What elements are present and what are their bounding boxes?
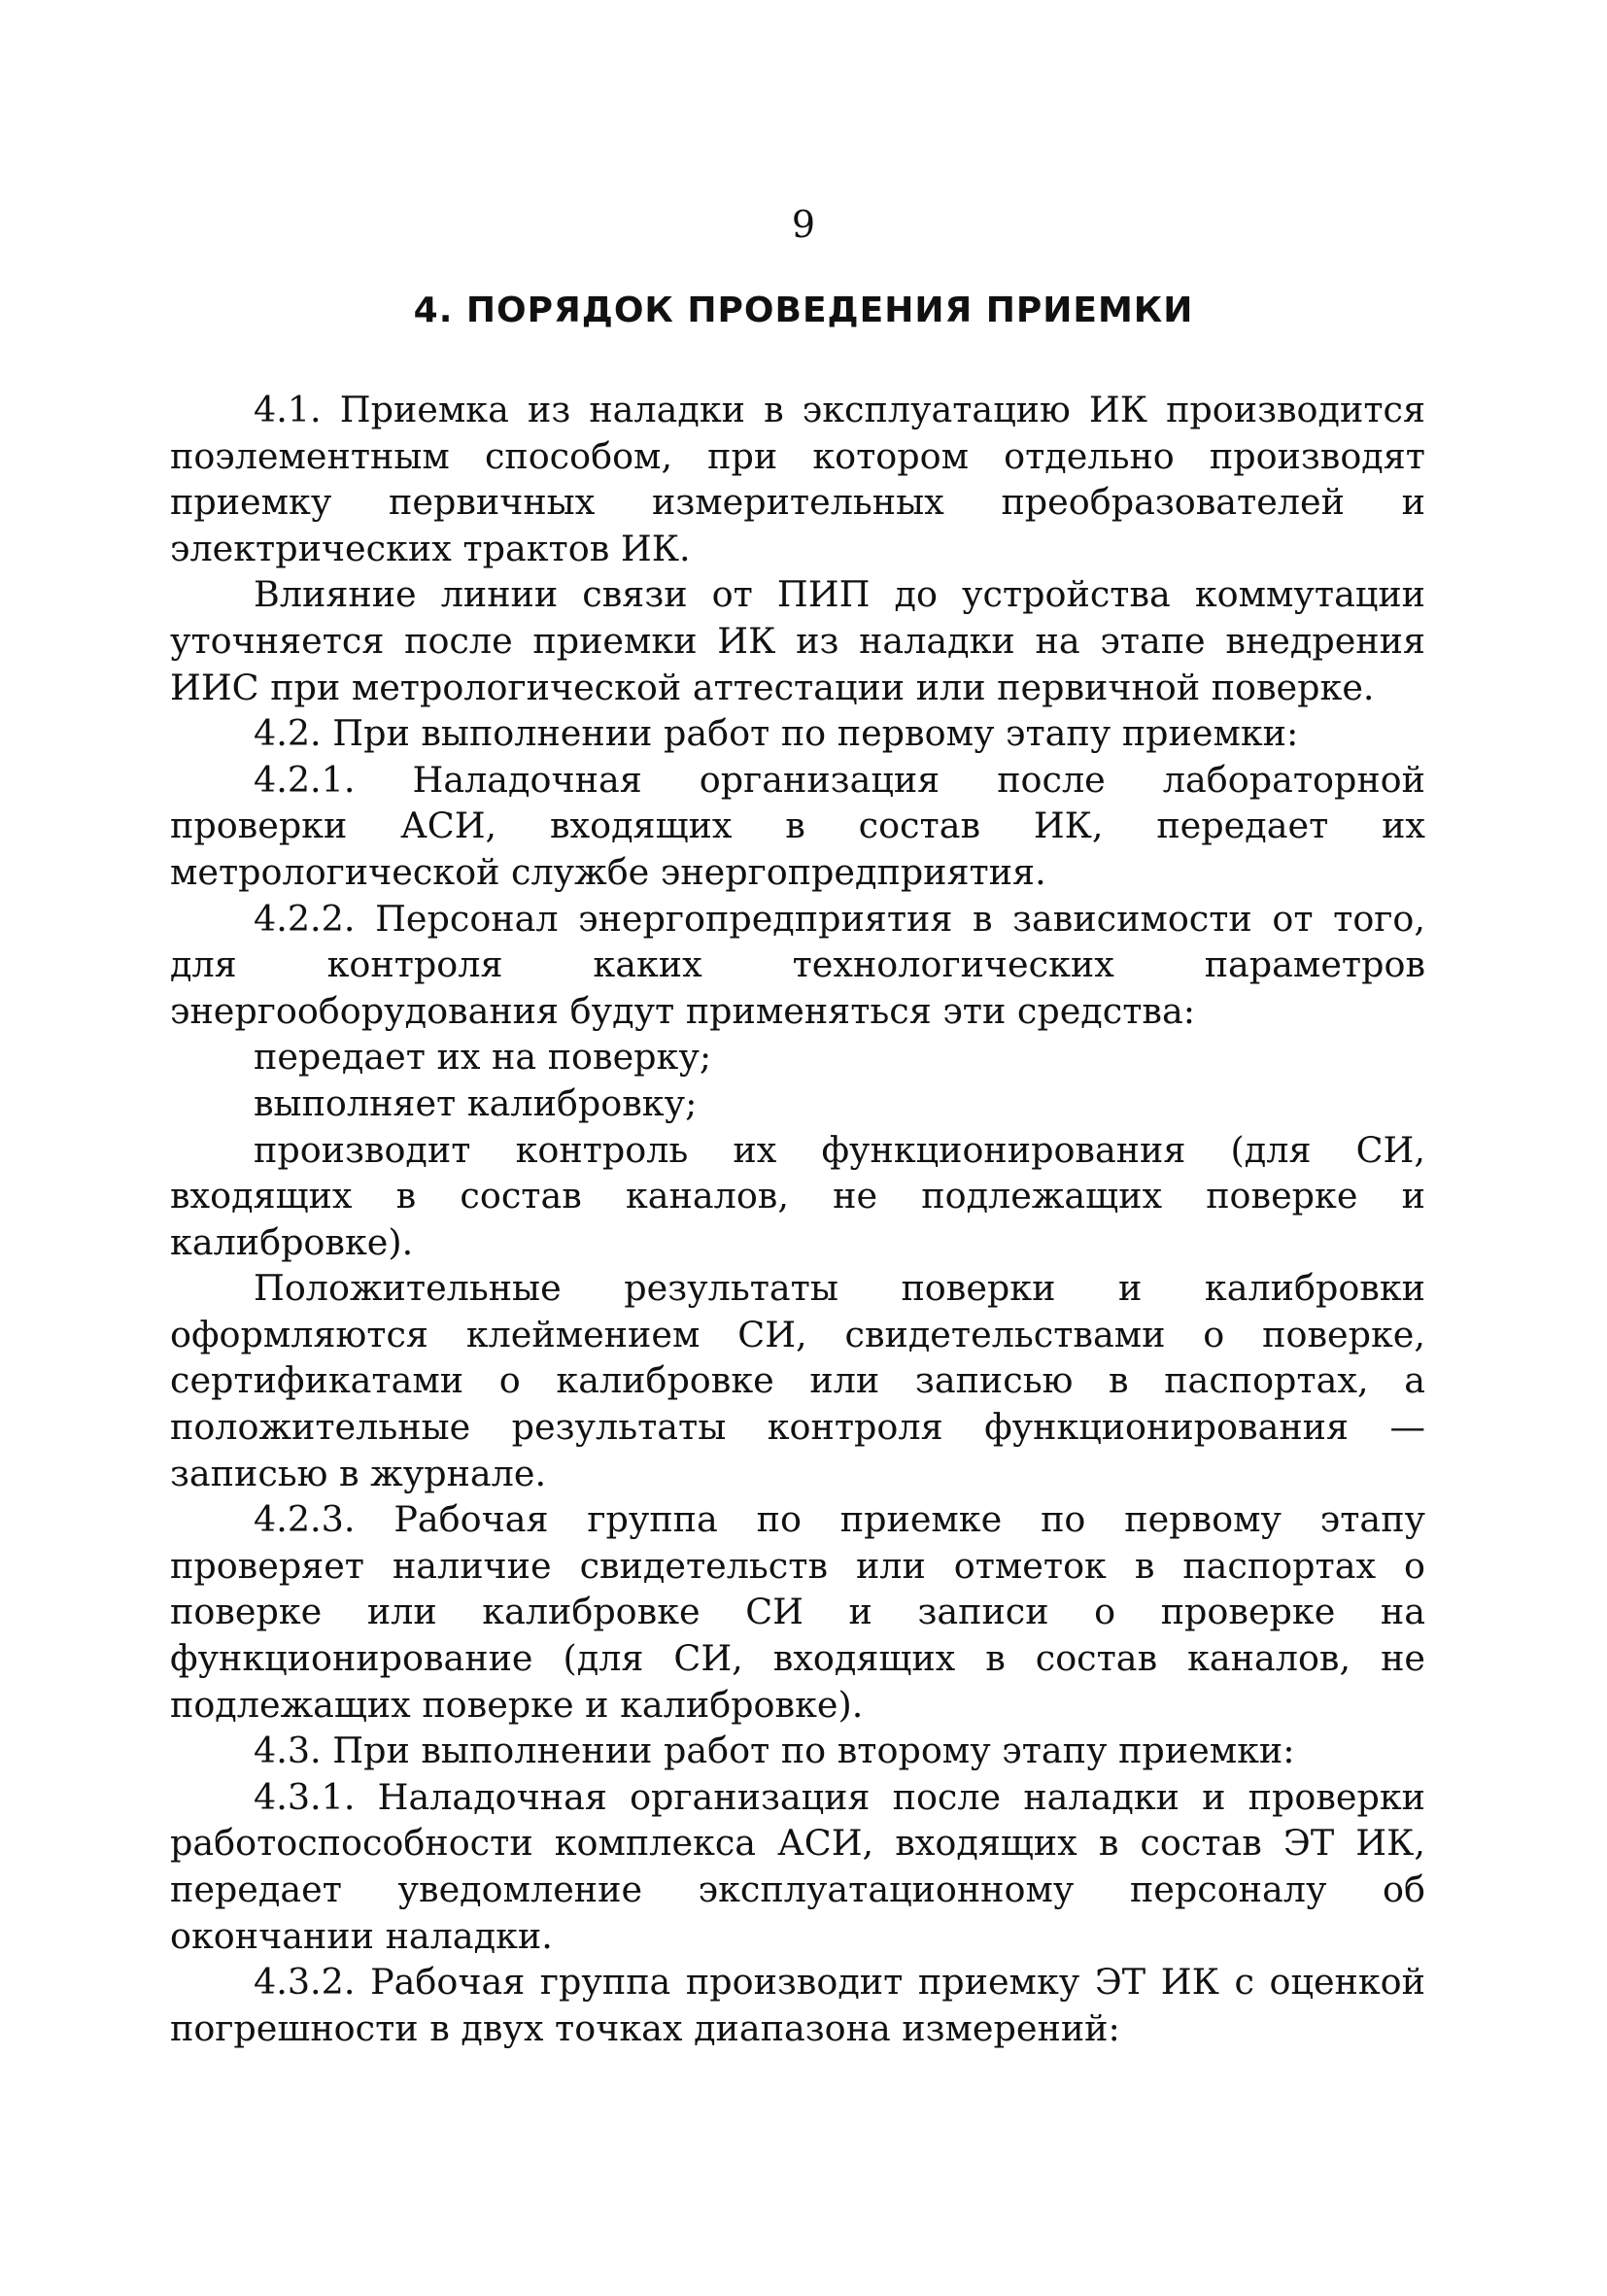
paragraph-4-3: 4.3. При выполнении работ по второму этапу приемки:: [254, 1730, 1295, 1772]
page-number: 9: [791, 203, 816, 246]
paragraph-4-3-2: 4.3.2. Рабочая группа производит приемку ЭТ ИК с оценкой погрешности в двух точках диапазона измерений:: [170, 1961, 1425, 2049]
paragraph-communication-line: Влияние линии связи от ПИП до устройства коммутации уточняется после приемки ИК из наладки на этапе внедрения ИИС при метрологической аттестации или первичной поверке.: [170, 573, 1425, 708]
paragraph-positive-results: Положительные результаты поверки и калибровки оформляются клеймением СИ, свидетельствами о поверке, сертификатами о калибровке или записью в паспортах, а положительные результаты контроля функционирования — записью в журнале.: [170, 1267, 1425, 1494]
paragraph-4-2: 4.2. При выполнении работ по первому этапу приемки:: [254, 712, 1299, 755]
list-item-verification: передает их на поверку;: [254, 1036, 712, 1079]
paragraph-4-3-1: 4.3.1. Наладочная организация после наладки и проверки работоспособности комплекса АСИ, входящих в состав ЭТ ИК, передает уведомление эксплуатационному персоналу об окончании наладки.: [170, 1775, 1425, 1957]
list-item-calibration: выполняет калибровку;: [254, 1081, 698, 1124]
paragraph-4-1: 4.1. Приемка из наладки в эксплуатацию ИК производится поэлементным способом, при котором отдельно производят приемку первичных измерительных преобразователей и электрических трактов ИК.: [170, 389, 1425, 569]
paragraph-4-2-1: 4.2.1. Наладочная организация после лабораторной проверки АСИ, входящих в состав ИК, передает их метрологической службе энергопредприятия.: [170, 758, 1425, 893]
section-heading: 4. ПОРЯДОК ПРОВЕДЕНИЯ ПРИЕМКИ: [413, 291, 1194, 330]
paragraph-4-2-2: 4.2.2. Персонал энергопредприятия в зависимости от того, для контроля каких технологических параметров энергооборудования будут применяться эти средства:: [170, 897, 1425, 1032]
body-text: [170, 387, 1425, 2051]
list-item-functional-check: производит контроль их функционирования (для СИ, входящих в состав каналов, не подлежащих поверке и калибровке).: [170, 1128, 1425, 1263]
paragraph-4-2-3: 4.2.3. Рабочая группа по приемке по первому этапу проверяет наличие свидетельств или отметок в паспортах о поверке или калибровке СИ и записи о проверке на функционирование (для СИ, входящих в состав каналов, не подлежащих поверке и калибровке).: [170, 1498, 1425, 1726]
